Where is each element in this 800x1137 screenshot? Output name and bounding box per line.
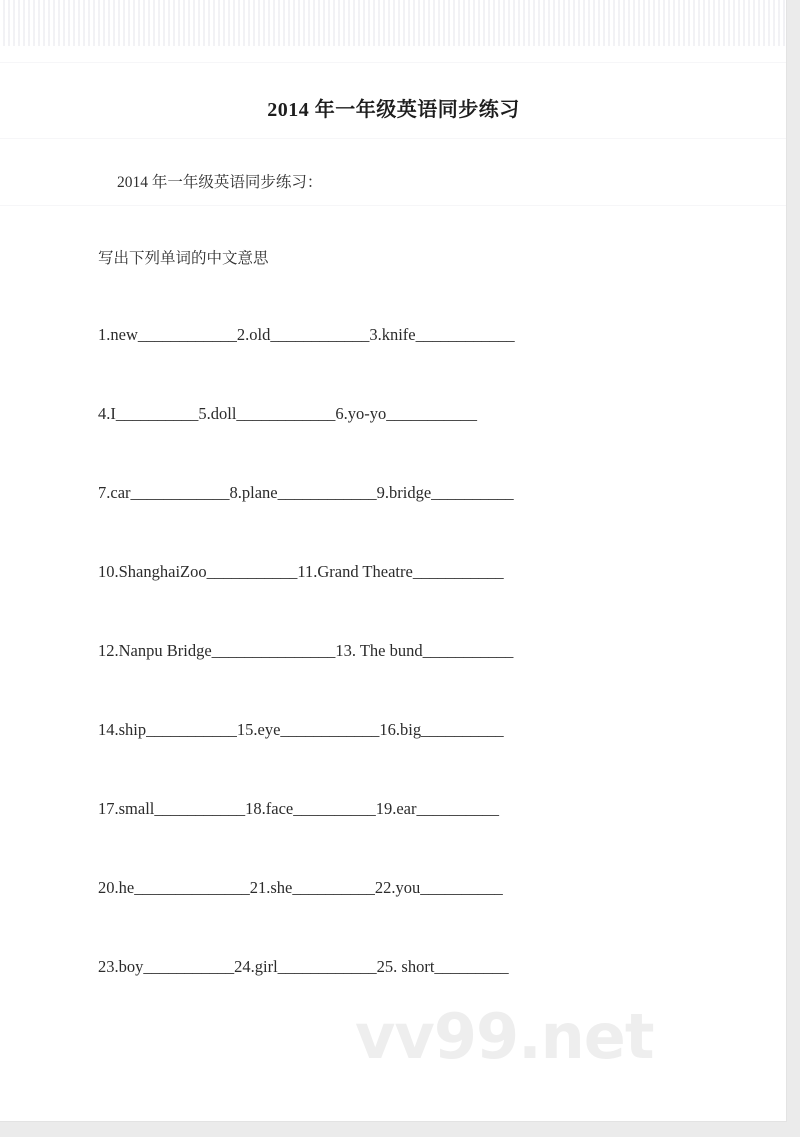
exercise-line: 23.boy___________24.girl____________25. short_________ [98,957,509,976]
watermark: vv99.net [355,1000,654,1073]
exercise-line: 14.ship___________15.eye____________16.big__________ [98,720,504,739]
exercise-line: 1.new____________2.old____________3.knife____________ [98,325,515,344]
intro-line: 2014 年一年级英语同步练习： [117,174,323,191]
instruction-text: 写出下列单词的中文意思 [98,250,269,267]
exercise-list [98,327,718,1038]
scan-artifact-top [0,0,786,46]
page-title: 2014 年一年级英语同步练习 [267,99,520,121]
exercise-line: 7.car____________8.plane____________9.bridge__________ [98,483,514,502]
exercise-line: 12.Nanpu Bridge_______________13. The bund___________ [98,641,514,660]
exercise-line: 4.I__________5.doll____________6.yo-yo___________ [98,404,478,423]
exercise-line: 20.he______________21.she__________22.you__________ [98,878,503,897]
exercise-line: 17.small___________18.face__________19.ear__________ [98,799,499,818]
scan-artifact-line-2 [0,138,786,139]
scan-artifact-line-1 [0,62,786,63]
exercise-line: 10.ShanghaiZoo___________11.Grand Theatre___________ [98,562,504,581]
scan-artifact-line-3 [0,205,786,206]
